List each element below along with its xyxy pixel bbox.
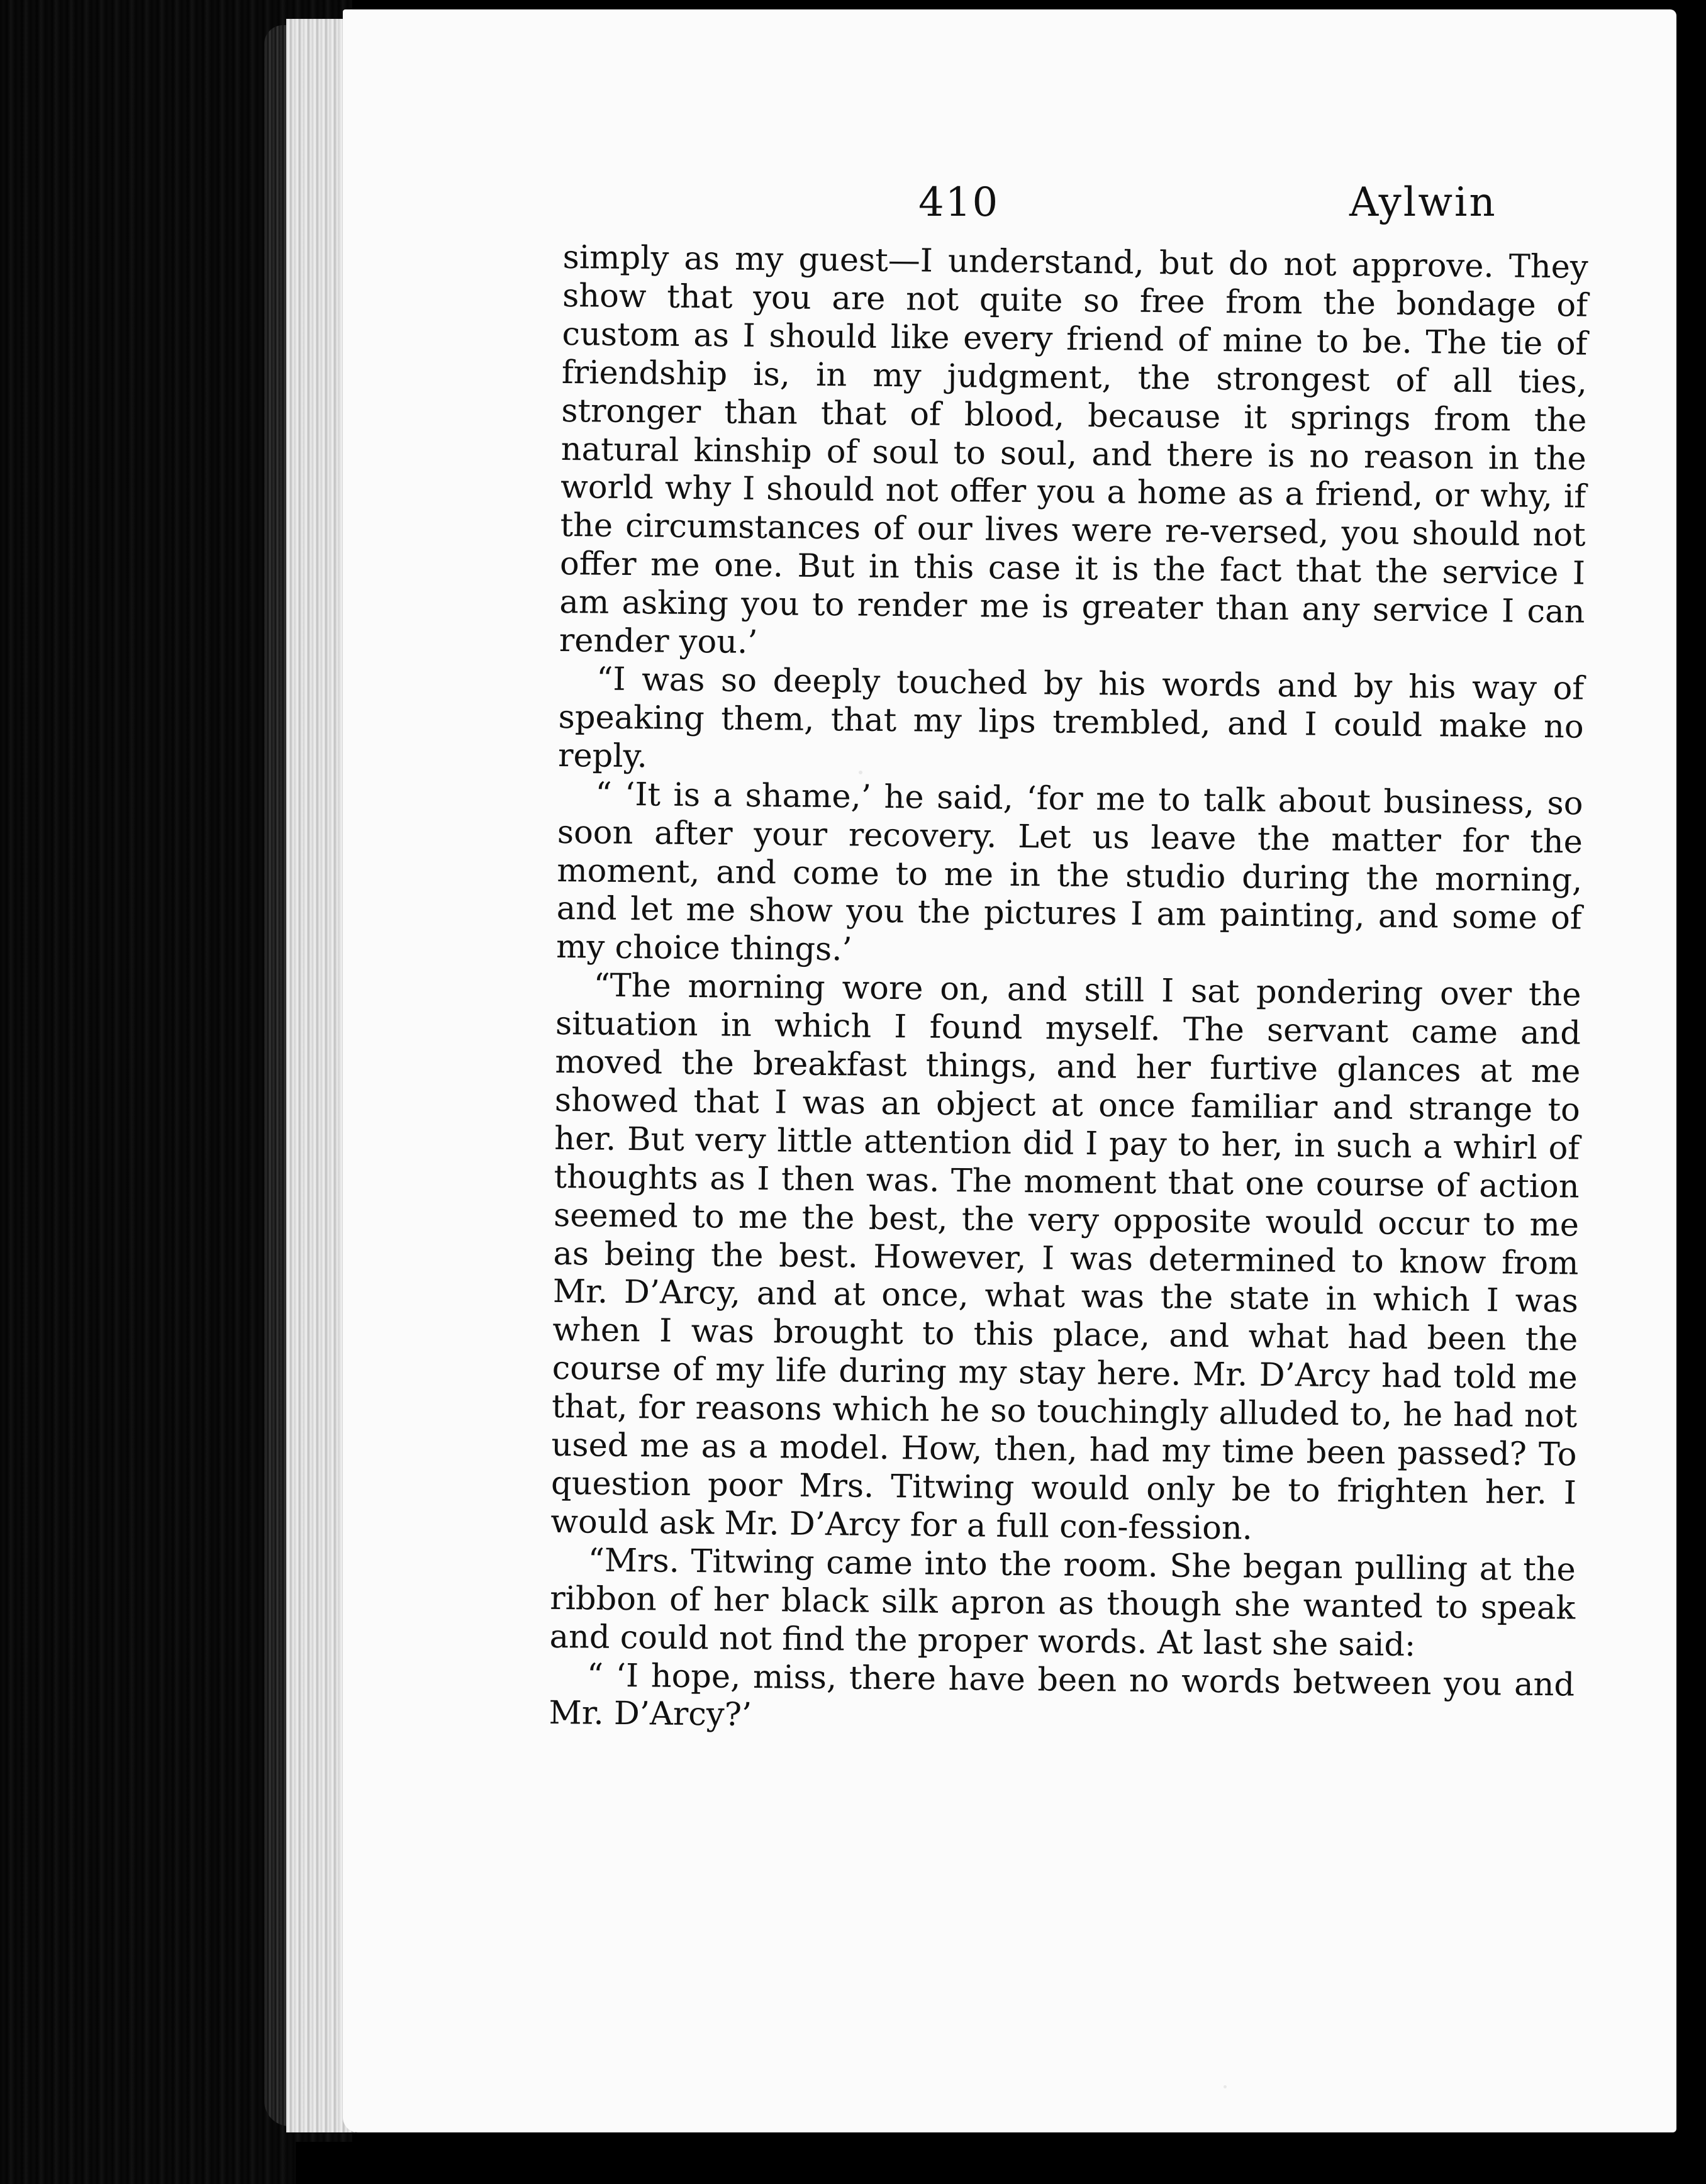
paragraph: “ ‘It is a shame,’ he said, ‘for me to talk about business, so soon after your recovery. Let us leave the matter for the moment, and come to me in the studio during the morning, and let me show you the pictures I am painting, and some of my choice things.’ (555, 776, 1583, 969)
paragraph: simply as my guest—I understand, but do not approve. They show that you are not quite so free from the bondage of custom as I should like every friend of mine to be. The tie of friendship is, in my judgment, the strongest of all ties, stronger than that of blood, because it springs from the natural kinship of soul to soul, and there is no reason in the world why I should not offer you a home as a friend, or why, if the circumstances of our lives were re-versed, you should not offer me one. But in this case it is the fact that the service I am asking you to render me is greater than any service I can render you.’ (559, 239, 1588, 662)
paragraph: “The morning wore on, and still I sat pondering over the situation in which I found myself. The servant came and moved the breakfast things, and her furtive glances at me showed that I was an object at once familiar and strange to her. But very little attention did I pay to her, in such a whirl of thoughts as I then was. The moment that one course of action seemed to me the best, the very opposite would occur to me as being the best. However, I was determined to know from Mr. D’Arcy, and at once, what was the state in which I was when I was brought to this place, and what had been the course of my life during my stay here. Mr. D’Arcy had told me that, for reasons which he so touchingly alluded to, he had not used me as a model. How, then, had my time been passed? To question poor Mrs. Titwing would only be to frighten her. I would ask Mr. D’Arcy for a full con-fession. (550, 967, 1581, 1547)
scan-border-bottom (296, 2142, 1706, 2184)
paragraph: “ ‘I hope, miss, there have been no words between you and Mr. D’Arcy?’ (549, 1657, 1575, 1734)
page-number: 410 (918, 179, 1000, 226)
running-title: Aylwin (1349, 179, 1497, 226)
paragraph: “I was so deeply touched by his words and by his way of speaking them, that my lips trembled, and I could make no reply. (557, 660, 1585, 776)
paper-speck (1224, 2085, 1227, 2088)
body-text (549, 239, 1588, 1743)
page-header (343, 179, 1676, 242)
scan-border-right (1676, 0, 1706, 2184)
paragraph: “Mrs. Titwing came into the room. She began pulling at the ribbon of her black silk apron as though she wanted to speak and could not find the proper words. At last she said: (549, 1542, 1576, 1664)
